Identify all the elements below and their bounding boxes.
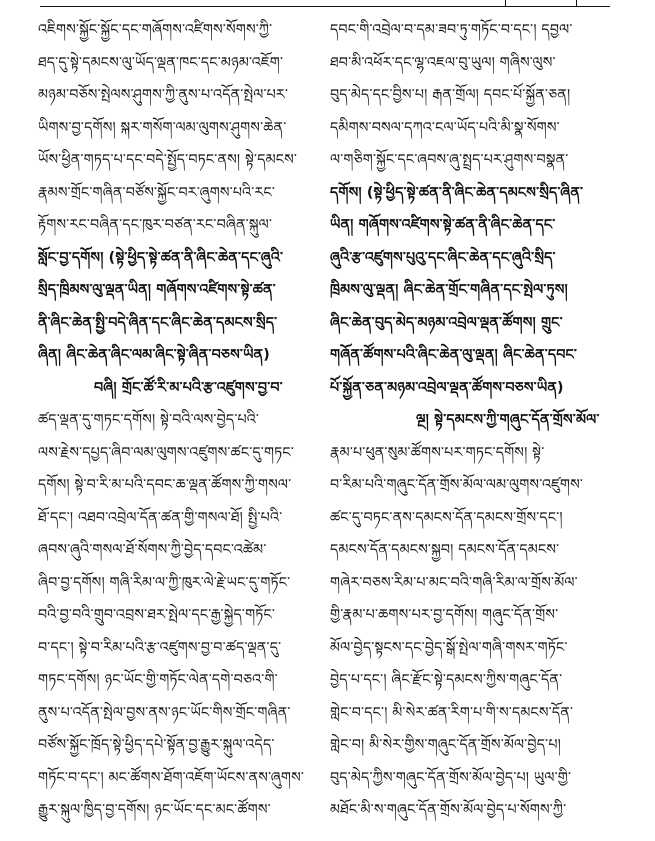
text-line: བཙོས་སྐྱོང་ཁྲོད་སྟེ་ཕྱིད་དཔེ་སྟོན་བྱ་རྒྱུར་སྐུལ་འདེད་ [38, 737, 275, 753]
text-line: གཏང་དགོས། ཉང་ཡོང་གྱི་གཏོང་ལེན་དགེ་བཅའ་གི་ [38, 672, 278, 688]
text-line: ཚང་དུ་བཏང་ནས་དམངས་དོན་དམངས་གྲོས་དང་། [330, 509, 563, 526]
text-line: སྲིད་ཁྲིམས་ལུ་ལྡན་ཡིན། གཞོགས་འཛིགས་སྟེ་ཚན་ [38, 282, 276, 298]
text-line: ཞུའི་རྩ་འཛུགས་པུའུ་དང་ཞིང་ཆེན་དང་ཞུའི་སྲིད་ [330, 249, 556, 266]
text-line: བུད་མེད་ཀྱིས་གཞུང་དོན་གྲོས་མོལ་བྱེད་པ། ཡུལ་གྱི་ [330, 769, 572, 786]
text-line: རྣམས་གྲོང་གཞིན་བཙོས་སྐྱོང་བར་ཞུགས་པའི་རང་ [38, 184, 276, 201]
text-line: སློང་བྱ་དགོས། (སྟེ་ཕྱིད་སྟེ་ཚན་ནི་ཞིང་ཆེན་དང་ཞུའི་ [38, 249, 284, 266]
text-line: བྱེད་པ་དང་། ཞིང་རྫོང་སྟེ་དམངས་ཀྱིས་གཞུང་དོན་ [330, 672, 563, 688]
header-rule [40, 6, 610, 7]
text-line: གླེང་བ། མི་སེར་གྱིས་གཞུང་དོན་གྲོས་མོལ་བྱེད་པ། [330, 737, 561, 753]
text-line: ཐབ་མི་འཕོར་དང་ལྷ་འཇལ་བུ་ཡུལ། གཞིས་ལུས་ [330, 54, 556, 71]
right-text-column [330, 14, 626, 836]
text-line: ལས་རྗེས་དཔྱད་ཞིབ་ལམ་ལུགས་འཛུགས་ཚང་དུ་གཏང་ [38, 444, 295, 461]
header-rule-mark [505, 0, 577, 6]
text-line: རྟོགས་རང་བཞིན་དང་ཁུར་བཙན་རང་བཞིན་སྐུལ་ [38, 217, 273, 233]
text-line: ཁྲིམས་ལུ་ལྡན། ཞིང་ཆེན་གྲོང་གཞིན་དང་སྤེལ་ཏུས། [330, 282, 568, 298]
text-line: དམིགས་བསལ་དཀའ་ངལ་ཡོད་པའི་མི་སྣ་སོགས་ [330, 119, 560, 136]
text-line: མོལ་བྱེད་སྟངས་དང་བྱེད་སྒོ་སྤེལ་གཞི་གསར་གཏོང་ [330, 639, 568, 656]
text-line: བ་དང་། སྟེ་བ་རིམ་པའི་རྩ་འཛུགས་བྱ་བ་ཚད་ལྡན་དུ་ [38, 639, 282, 656]
text-line: གཞོན་ཚོགས་པའི་ཞིང་ཆེན་ལུ་ལྡན། ཞིང་ཆེན་དབང་ [330, 347, 578, 363]
text-line: ཞིང་ཆེན་བུད་མེད་མཉམ་འབྲེལ་ལྡན་ཚོགས། གྲུང་ [330, 314, 563, 331]
text-line: བ་རིམ་པའི་གཞུང་དོན་གྲོས་མོལ་ལམ་ལུགས་འཛུགས་ [330, 477, 584, 493]
text-line: ནུས་པ་འདོན་སྤེལ་བྱས་ནས་ཉང་ཡོང་གིས་གྲོང་གཞིན་ [38, 704, 291, 721]
text-line: མཉམ་བཅོས་སྤེལས་ཤུགས་ཀྱི་ནུས་པ་འདོན་སྤེལ་པར་ [38, 87, 289, 103]
text-line: རྒྱུར་སྐུལ་ཁྱིད་བྱ་དགོས། ཉང་ཡོང་དང་མང་ཚོགས་ [38, 802, 271, 818]
text-line: ཐོ་དང་། འཐབ་འབྲེལ་དོན་ཚན་གྱི་གསལ་ཐོ། སྤྱི་པའི་ [38, 509, 283, 526]
text-line: དགོས། (སྟེ་ཕྱིད་སྟེ་ཚན་ནི་ཞིང་ཆེན་དམངས་སྲིད་ཞིན་ [330, 184, 584, 201]
text-line: ཞིབ་བྱ་དགོས། གཞི་རིམ་ལ་ཀྱི་ཁུར་ལེ་རྗེ་ཡང་དུ་གཏོང་ [38, 574, 291, 591]
text-line: ཡིན། གཞོགས་འཛིགས་སྟེ་ཚན་ནི་ཞིང་ཆེན་དང་ [330, 217, 556, 233]
text-line: ཡིགས་བྱ་དགོས། སྐར་གསོག་ལམ་ལུགས་ཤུགས་ཆེན་ [38, 119, 287, 136]
text-line: རྣམ་པ་ཕུན་སུམ་ཚོགས་པར་གཏང་དགོས། སྟེ་ [330, 444, 545, 461]
text-line: ཡོས་ཕྱིན་གཏད་པ་དང་བདེ་སྤྱོད་བཏང་ནས། སྟེ་དམངས་ [38, 152, 298, 168]
text-line: གྱི་རྣམ་པ་ཆགས་པར་བྱ་དགོས། གཞུང་དོན་གྲོས་ [330, 607, 559, 623]
text-line: ཞབས་ཞུའི་གསལ་ཐོ་སོགས་ཀྱི་བྱེད་དབང་འཚེམ་ [38, 542, 267, 558]
text-line: ལ་གཅིག་སྐྱོང་དང་ཞབས་ཞུ་སྤྲད་པར་ཤུགས་བསྣན་ [330, 152, 569, 168]
text-line: འཇིགས་སྐྱོང་སྐྱོང་དང་གཞོགས་འཛིགས་སོགས་ཀྱི་ [38, 22, 273, 38]
text-line: ལྔ། སྟེ་དམངས་ཀྱི་གཞུང་དོན་གྲོས་མོལ་ [416, 412, 600, 428]
text-line: ནི་ཞིང་ཆེན་སྤྱི་བདེ་ཞིན་དང་ཞིང་ཆེན་དམངས་སྲིད་ [38, 314, 278, 331]
text-line: ཞིན། ཞིང་ཆེན་ཞིང་ལམ་ཞིང་སྟེ་ཞིན་བཅས་ཡིན) [38, 347, 270, 363]
text-line: བཞི། གྲོང་ཚོ་རི་མ་པའི་རྩ་འཛུགས་བྱ་བ་ [94, 379, 283, 396]
text-line: གླེང་བ་དང་། མི་སེར་ཚན་རིག་པ་གི་ས་དམངས་དོན་ [330, 704, 574, 721]
text-line: དམངས་དོན་དམངས་སྐྱབ། དམངས་དོན་དམངས་ [330, 542, 560, 558]
text-line: གཏོང་བ་དང་། མང་ཚོགས་ཐོག་འཇོག་ཡོངས་ནས་ཞུགས་ [38, 769, 305, 786]
left-text-column [38, 14, 334, 836]
text-line: དགོས། སྟེ་བ་རི་མ་པའི་དབང་ཆ་ལྡན་ཚོགས་ཀྱི་གསལ་ [38, 477, 292, 493]
text-line: དབང་གི་འབྲེལ་བ་དམ་ཟབ་ཏུ་གཏོང་བ་དང་། དབྱལ་ [330, 22, 573, 38]
text-line: ཐད་དུ་སྟེ་དམངས་ལུ་ཡོད་ལྡན་ཁང་དང་མཉམ་འཇོག་ [38, 54, 284, 71]
text-line: བའི་བྱ་བའི་གྲུབ་འབྲས་ཐར་སྤེལ་དང་རྒྱ་སྐྱེད་གཏོང་ [38, 607, 276, 623]
text-line: བུད་མེད་དང་བྱིས་པ། རྒན་གྲོལ། དབང་པོ་སྐྱོན་ཅན། [330, 87, 571, 103]
text-line: གཞེར་བཅས་རིམ་པ་མང་བའི་གཞི་རིམ་ལ་གྲོས་མོལ་ [330, 574, 578, 591]
text-line: མཐོང་མི་ས་གཞུང་དོན་གྲོས་མོལ་བྱེད་པ་སོགས་ཀྱི་ [330, 802, 567, 818]
text-line: པོ་སྐྱོན་ཅན་མཉམ་འབྲེལ་ལྡན་ཚོགས་བཅས་ཡིན) [330, 379, 564, 396]
text-line: ཚད་ལྡན་དུ་གཏང་དགོས། སྟེ་བའི་ལས་བྱེད་པའི་ [38, 412, 260, 428]
